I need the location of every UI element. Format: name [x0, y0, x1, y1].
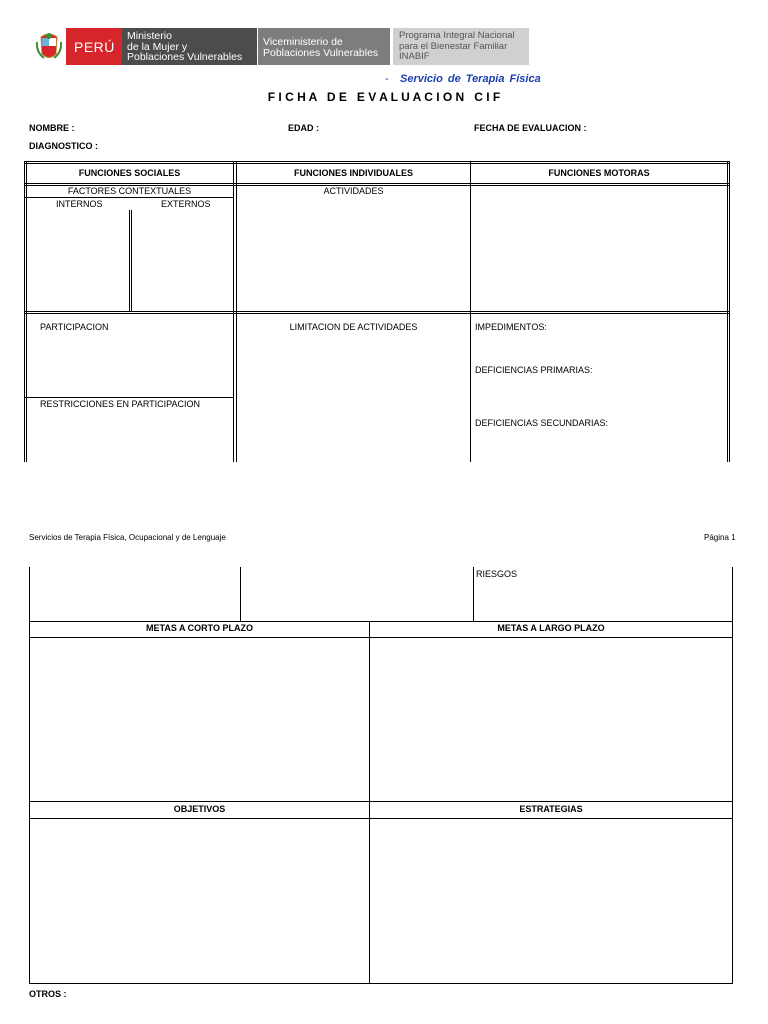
viceministry-logo: [258, 28, 390, 65]
inabif-logo: [393, 28, 529, 65]
estrategias-header: ESTRATEGIAS: [519, 804, 583, 814]
viceministry-label: Viceministerio de Poblaciones Vulnerables: [263, 36, 379, 59]
col-funciones-individuales: FUNCIONES INDIVIDUALES: [293, 168, 413, 178]
peru-label: PERÚ: [74, 39, 115, 55]
inabif-label: Programa Integral Nacional para el Bienestar Familiar INABIF: [399, 30, 515, 62]
impedimentos-label: IMPEDIMENTOS:: [475, 322, 547, 332]
limitacion-actividades-label: LIMITACION DE ACTIVIDADES: [289, 322, 418, 332]
otros-label: OTROS :: [29, 989, 67, 999]
externos-label: EXTERNOS: [161, 199, 211, 209]
ministry-logo: [122, 28, 257, 65]
restricciones-participacion-label: RESTRICCIONES EN PARTICIPACION: [40, 399, 201, 409]
actividades-label: ACTIVIDADES: [323, 186, 384, 196]
deficiencias-primarias-label: DEFICIENCIAS PRIMARIAS:: [475, 365, 593, 375]
metas-corto-plazo-header: METAS A CORTO PLAZO: [146, 623, 253, 633]
factores-contextuales-label: FACTORES CONTEXTUALES: [67, 186, 192, 196]
objetivos-header: OBJETIVOS: [173, 804, 226, 814]
edad-label: EDAD :: [288, 123, 319, 133]
ministry-label: Ministerio de la Mujer y Poblaciones Vulnerables: [127, 30, 243, 63]
col-funciones-motoras: FUNCIONES MOTORAS: [548, 168, 650, 178]
footer-service-text: Servicios de Terapia Física, Ocupacional y de Lenguaje: [29, 533, 226, 542]
fecha-label: FECHA DE EVALUACION :: [474, 123, 587, 133]
service-dash: -: [385, 73, 389, 85]
col-funciones-sociales: FUNCIONES SOCIALES: [78, 168, 181, 178]
participacion-label: PARTICIPACION: [40, 322, 109, 332]
nombre-label: NOMBRE :: [29, 123, 75, 133]
deficiencias-secundarias-label: DEFICIENCIAS SECUNDARIAS:: [475, 418, 609, 428]
coat-of-arms-icon: [32, 28, 66, 65]
internos-label: INTERNOS: [56, 199, 103, 209]
metas-largo-plazo-header: METAS A LARGO PLAZO: [497, 623, 605, 633]
peru-logo: [32, 28, 122, 65]
riesgos-label: RIESGOS: [476, 569, 518, 579]
diagnostico-label: DIAGNOSTICO :: [29, 141, 98, 151]
form-title: F I C H A D E E V A L U A C I O N C I F: [267, 90, 501, 104]
page-number: Página 1: [704, 533, 736, 542]
service-title: Servicio de Terapia Física: [400, 73, 541, 85]
